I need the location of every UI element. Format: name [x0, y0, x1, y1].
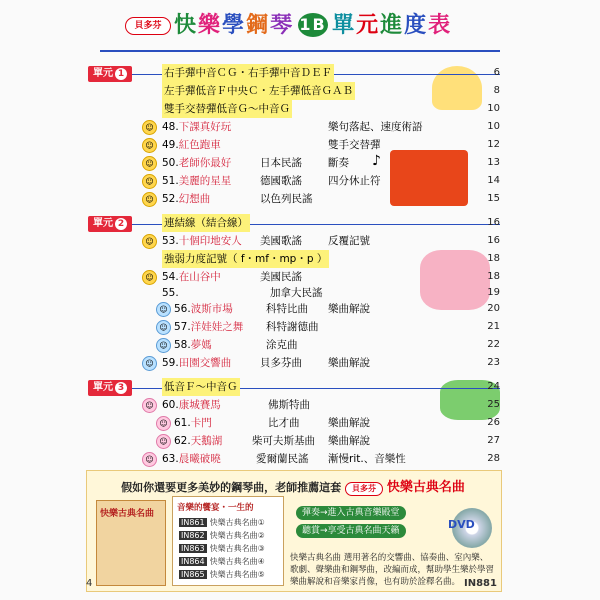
toc-row[interactable]: ☺ 52.幻想曲 以色列民謠 15 — [0, 190, 600, 208]
smiley-icon: ☺ — [142, 138, 157, 153]
toc-row[interactable]: 右手彈中音ＣＧ・右手彈中音ＤＥＦ 6 — [0, 64, 600, 82]
title-char: 學 — [222, 13, 247, 38]
toc-row[interactable]: 連結線（結合線） 16 — [0, 214, 600, 232]
promo-pill: 聽賞→享受古典名曲天籟 — [296, 524, 406, 538]
title-char: 鋼 — [246, 13, 271, 38]
page-number: 4 — [86, 578, 93, 589]
dvd-label: DVD — [448, 518, 475, 531]
music-note-icon: ♪ — [372, 153, 381, 169]
title-char: 快 — [174, 13, 199, 38]
book-code: IN881 — [464, 578, 497, 589]
toc-row[interactable]: 雙手交替彈低音Ｇ〜中音Ｇ 10 — [0, 100, 600, 118]
smiley-icon: ☺ — [142, 356, 157, 371]
toc-row[interactable]: ☺ 58.夢媽 涂克曲 22 — [0, 336, 600, 354]
toc-row[interactable]: ☺ 53.十個印地安人 美國歌謠 反覆記號 16 — [0, 232, 600, 250]
toc-row[interactable]: 55. 加拿大民謠 19 — [162, 287, 500, 299]
unit-label-2: 單元 2 — [88, 216, 132, 232]
promo-headline: 假如你還要更多美妙的鋼琴曲，老師推薦這套 貝多芬 快樂古典名曲 — [121, 480, 465, 495]
smiley-icon: ☺ — [142, 156, 157, 171]
smiley-icon: ☺ — [142, 234, 157, 249]
title-char: 樂 — [198, 13, 223, 38]
toc-row[interactable]: ☺ 56.波斯市場 科特比曲 樂曲解說 20 — [0, 300, 600, 318]
title-char: 元 — [356, 13, 381, 38]
title-char: 表 — [428, 13, 453, 38]
title-underline — [100, 50, 500, 52]
toc-row[interactable]: ☺ 51.美麗的星星 德國歌謠 四分休止符 14 — [0, 172, 600, 190]
unit-label-3: 單元 3 — [88, 380, 132, 396]
toc-row[interactable]: ☺ 48.下課真好玩 樂句落起、速度術語 10 — [0, 118, 600, 136]
series-item: IN862 快樂古典名曲② — [181, 531, 265, 540]
toc-row[interactable]: 低音Ｆ〜中音Ｇ 24 — [0, 378, 600, 396]
series-item: IN863 快樂古典名曲③ — [181, 544, 265, 553]
toc-row[interactable]: 左手彈低音Ｆ中央Ｃ・左手彈低音ＧＡＢ 8 — [0, 82, 600, 100]
toc-row[interactable]: ☺ 57.洋娃娃之舞 科特謝德曲 21 — [0, 318, 600, 336]
toc-row[interactable]: ☺ 50.老師你最好 日本民謠 斷奏 ♪ 13 — [0, 154, 600, 172]
toc-row[interactable]: 強弱力度記號（ f・mf・mp・p ） 18 — [0, 250, 600, 268]
smiley-icon: ☺ — [142, 452, 157, 467]
toc-row[interactable]: ☺ 54.在山谷中 美國民謠 18 — [0, 268, 600, 286]
series-item: IN861 快樂古典名曲① — [181, 518, 265, 527]
smiley-icon: ☺ — [156, 320, 171, 335]
smiley-icon: ☺ — [142, 270, 157, 285]
publisher-badge: 貝多芬 — [125, 17, 171, 35]
page-title — [174, 8, 452, 39]
series-item: IN864 快樂古典名曲④ — [181, 557, 265, 566]
smiley-icon: ☺ — [142, 174, 157, 189]
title-char: 度 — [404, 13, 429, 38]
book-cover-title: 快樂古典名曲 — [100, 509, 155, 519]
series-item: IN865 快樂古典名曲⑤ — [181, 570, 265, 579]
toc-row[interactable]: ☺ 49.紅色跑車 雙手交替彈 12 — [0, 136, 600, 154]
title-char: 進 — [380, 13, 405, 38]
title-char: 單 — [332, 13, 357, 38]
smiley-icon: ☺ — [142, 120, 157, 135]
smiley-icon: ☺ — [156, 302, 171, 317]
level-badge: 1B — [298, 13, 328, 37]
smiley-icon: ☺ — [156, 416, 171, 431]
smiley-icon: ☺ — [142, 192, 157, 207]
toc-row[interactable]: ☺ 60.康城賽馬 佛斯特曲 25 — [0, 396, 600, 414]
series-list: 音樂的饗宴・一生的 IN861 快樂古典名曲① IN862 快樂古典名曲② IN863 快樂古典名曲③ IN864 快樂古典名曲④ IN865 快樂古典名曲⑤ — [172, 496, 284, 586]
toc-row[interactable]: ☺ 61.卡門 比才曲 樂曲解說 26 — [0, 414, 600, 432]
smiley-icon: ☺ — [142, 398, 157, 413]
toc-row[interactable]: ☺ 62.天鵝湖 柴可夫斯基曲 樂曲解說 27 — [0, 432, 600, 450]
toc-row[interactable]: ☺ 59.田園交響曲 貝多芬曲 樂曲解說 23 — [0, 354, 600, 372]
promo-pill: 彈奏→進入古典音樂殿堂 — [296, 506, 406, 520]
promo-description: 快樂古典名曲 選用著名的交響曲、協奏曲、室內樂、歌劇、聲樂曲和鋼琴曲，改編而成，幫助學生樂於學習樂曲解說和音樂家肖像，也有助於詮釋名曲。 — [290, 553, 495, 587]
title-char: 琴 — [270, 13, 295, 38]
unit-label-1: 單元 1 — [88, 66, 132, 82]
smiley-icon: ☺ — [156, 434, 171, 449]
toc-row[interactable]: ☺ 63.晨曦破曉 愛爾蘭民謠 漸慢rit.、音樂性 28 — [0, 450, 600, 468]
smiley-icon: ☺ — [156, 338, 171, 353]
